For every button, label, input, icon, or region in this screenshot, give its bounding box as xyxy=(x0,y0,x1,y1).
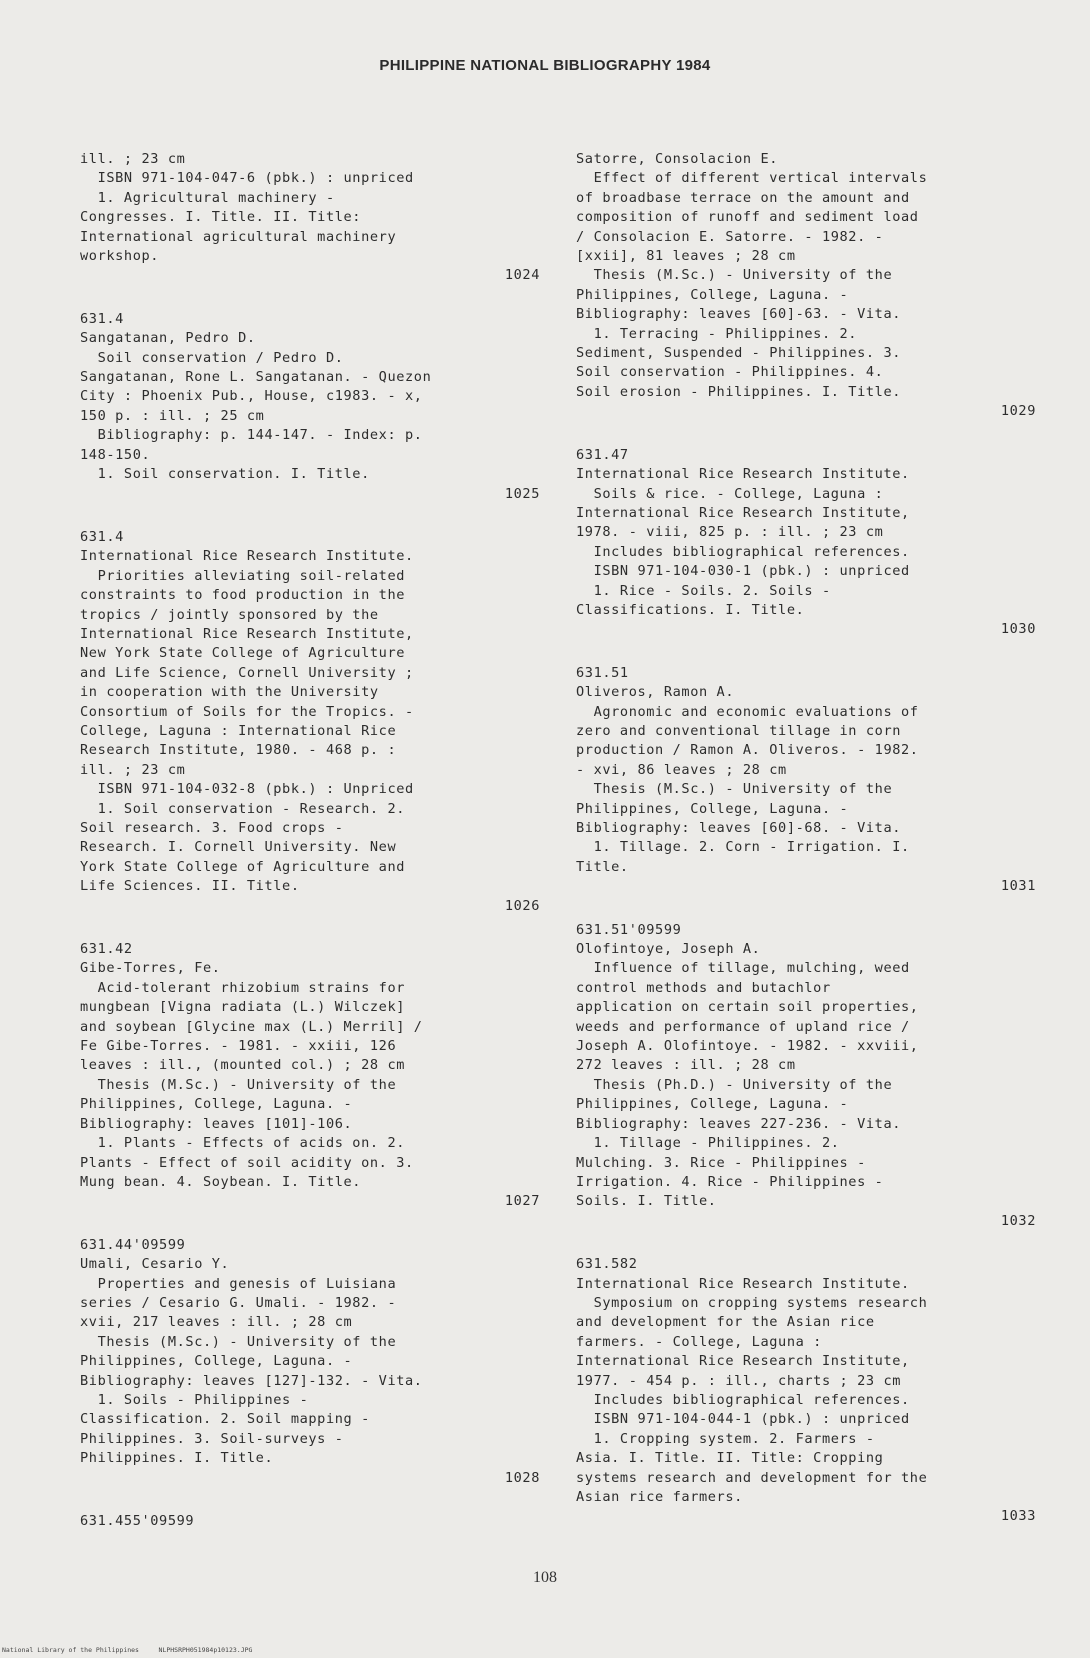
entry-line: Philippines, College, Laguna. - xyxy=(80,1096,353,1113)
entry-line: 1977. - 454 p. : ill., charts ; 23 cm xyxy=(576,1372,902,1389)
entry-line: of broadbase terrace on the amount and xyxy=(576,189,910,206)
entry-line: 148-150. xyxy=(80,446,151,463)
entry-line: Philippines, College, Laguna. - xyxy=(576,800,849,817)
entry-line: 1. Tillage - Philippines. 2. xyxy=(576,1135,840,1152)
entry-line: tropics / jointly sponsored by the xyxy=(80,606,379,623)
entry-line: Properties and genesis of Luisiana xyxy=(80,1275,397,1292)
page-number: 108 xyxy=(533,1569,557,1586)
entry-line: Title. xyxy=(576,858,629,875)
entry-line: Sediment, Suspended - Philippines. 3. xyxy=(576,345,902,362)
entry-line: York State College of Agriculture and xyxy=(80,858,406,875)
entry-line: Fe Gibe-Torres. - 1981. - xxiii, 126 xyxy=(80,1038,397,1055)
entry-line: 631.51'09599 xyxy=(576,921,682,938)
entry-line: 1. Agricultural machinery - xyxy=(80,189,335,206)
entry-line: Life Sciences. II. Title. xyxy=(80,878,300,895)
entry-line: Asian rice farmers. xyxy=(576,1489,743,1505)
entry-line: 1. Soil conservation - Research. 2. xyxy=(80,800,406,817)
entry-line: International Rice Research Institute. xyxy=(576,466,910,483)
entry-line: 631.582 xyxy=(576,1256,638,1273)
entry-line: Effect of different vertical intervals xyxy=(576,170,928,187)
entry-line: Gibe-Torres, Fe. xyxy=(80,960,221,977)
entry-line: Agronomic and economic evaluations of xyxy=(576,703,919,720)
entry-line: Thesis (M.Sc.) - University of the xyxy=(80,1333,397,1350)
entry-line: Thesis (M.Sc.) - University of the xyxy=(576,781,893,798)
entry-line: Soil research. 3. Food crops - xyxy=(80,820,344,836)
entry-line: 631.42 xyxy=(80,941,133,958)
entry-line: Sangatanan, Pedro D. xyxy=(80,330,256,347)
entry-line: ill. ; 23 cm xyxy=(80,761,186,778)
entry-line: application on certain soil properties, xyxy=(576,999,919,1016)
entry-line: control methods and butachlor xyxy=(576,979,831,996)
entry-line: Classification. 2. Soil mapping - xyxy=(80,1411,370,1428)
entry-number: 1028 xyxy=(504,1469,540,1486)
entry-line: Includes bibliographical references. xyxy=(576,543,910,560)
entry-line: Symposium on cropping systems research xyxy=(576,1294,928,1311)
entry-number: 1024 xyxy=(504,267,540,284)
entry-line: New York State College of Agriculture xyxy=(80,645,406,662)
entry-number: 1027 xyxy=(504,1193,540,1210)
entry-line: Satorre, Consolacion E. xyxy=(576,151,779,167)
entry-number: 1026 xyxy=(504,897,540,914)
entry-line: Soil conservation - Philippines. 4. xyxy=(576,364,884,381)
entry-line: International Rice Research Institute, xyxy=(576,504,910,521)
entry-line: ISBN 971-104-030-1 (pbk.) : unpriced xyxy=(576,563,910,580)
bibliography-entry xyxy=(576,921,1036,1232)
entry-number: 1031 xyxy=(1000,878,1036,895)
entry-line: Thesis (Ph.D.) - University of the xyxy=(576,1076,893,1093)
entry-line: Bibliography: leaves [60]-63. - Vita. xyxy=(576,306,902,323)
bibliography-entry xyxy=(576,150,1036,422)
entry-line: 1978. - viii, 825 p. : ill. ; 23 cm xyxy=(576,524,884,541)
entry-line: International Rice Research Institute. xyxy=(80,548,414,565)
entry-number: 1033 xyxy=(1000,1508,1036,1525)
entry-line: ISBN 971-104-044-1 (pbk.) : unpriced xyxy=(576,1411,910,1428)
entry-line: Mung bean. 4. Soybean. I. Title. xyxy=(80,1173,362,1190)
right-column xyxy=(576,150,1036,1551)
entry-line: Umali, Cesario Y. xyxy=(80,1256,230,1273)
entry-line: International agricultural machinery xyxy=(80,228,397,245)
entry-line: International Rice Research Institute, xyxy=(80,625,414,642)
entry-line: farmers. - College, Laguna : xyxy=(576,1333,822,1350)
entry-line: City : Phoenix Pub., House, c1983. - x, xyxy=(80,388,423,405)
entry-line: Soils. I. Title. xyxy=(576,1193,717,1210)
entry-line: Bibliography: leaves 227-236. - Vita. xyxy=(576,1115,902,1132)
entry-line: International Rice Research Institute, xyxy=(576,1353,910,1370)
entry-line: Bibliography: leaves [127]-132. - Vita. xyxy=(80,1372,423,1389)
entry-line: ill. ; 23 cm xyxy=(80,151,186,167)
entry-line: Philippines. 3. Soil-surveys - xyxy=(80,1430,344,1447)
entry-line: Bibliography: p. 144-147. - Index: p. xyxy=(80,427,423,444)
scan-footer: National Library of the Philippines NLPHSRPH051984p10123.JPG xyxy=(2,1646,253,1654)
entry-line: Olofintoye, Joseph A. xyxy=(576,941,761,958)
bibliography-entry xyxy=(80,1236,540,1488)
entry-line: International Rice Research Institute. xyxy=(576,1275,910,1292)
page-header: PHILIPPINE NATIONAL BIBLIOGRAPHY 1984 xyxy=(379,57,711,74)
entry-line: composition of runoff and sediment load xyxy=(576,209,919,226)
entry-line: Joseph A. Olofintoye. - 1982. - xxviii, xyxy=(576,1038,919,1055)
entry-line: College, Laguna : International Rice xyxy=(80,722,397,739)
entry-line: Soils & rice. - College, Laguna : xyxy=(576,485,884,502)
entry-line: Priorities alleviating soil-related xyxy=(80,567,406,584)
entry-line: Influence of tillage, mulching, weed xyxy=(576,960,910,977)
entry-line: Plants - Effect of soil acidity on. 3. xyxy=(80,1154,414,1171)
entry-line: 631.4 xyxy=(80,310,124,327)
entry-number: 1029 xyxy=(1000,403,1036,420)
entry-line: and soybean [Glycine max (L.) Merril] / xyxy=(80,1018,423,1035)
bibliography-entry xyxy=(80,940,540,1212)
entry-line: 1. Tillage. 2. Corn - Irrigation. I. xyxy=(576,839,910,856)
entry-line: zero and conventional tillage in corn xyxy=(576,722,902,739)
entry-line: Includes bibliographical references. xyxy=(576,1391,910,1408)
entry-line: Congresses. I. Title. II. Title: xyxy=(80,209,362,226)
entry-line: Philippines. I. Title. xyxy=(80,1450,274,1467)
bibliography-entry xyxy=(576,664,1036,897)
entry-line: 1. Cropping system. 2. Farmers - xyxy=(576,1430,875,1447)
entry-line: mungbean [Vigna radiata (L.) Wilczek] xyxy=(80,999,406,1016)
entry-line: 631.4 xyxy=(80,528,124,545)
entry-line: / Consolacion E. Satorre. - 1982. - xyxy=(576,228,884,245)
entry-line: Philippines, College, Laguna. - xyxy=(80,1353,353,1370)
bibliography-entry xyxy=(80,150,540,286)
entry-number: 1030 xyxy=(1000,621,1036,638)
entry-line: Bibliography: leaves [101]-106. xyxy=(80,1115,353,1132)
bibliography-entry xyxy=(576,446,1036,640)
entry-line: 1. Rice - Soils. 2. Soils - xyxy=(576,582,831,599)
entry-line: Acid-tolerant rhizobium strains for xyxy=(80,979,406,996)
entry-number: 1032 xyxy=(1000,1212,1036,1229)
entry-line: workshop. xyxy=(80,248,160,265)
entry-line: 1. Plants - Effects of acids on. 2. xyxy=(80,1135,406,1152)
entry-line: 631.44'09599 xyxy=(80,1236,186,1253)
entry-line: Irrigation. 4. Rice - Philippines - xyxy=(576,1173,884,1190)
entry-line: production / Ramon A. Oliveros. - 1982. xyxy=(576,742,919,759)
entry-line: 1. Soil conservation. I. Title. xyxy=(80,466,370,483)
bibliography-entry xyxy=(80,528,540,916)
entry-line: xvii, 217 leaves : ill. ; 28 cm xyxy=(80,1314,353,1331)
entry-line: Sangatanan, Rone L. Sangatanan. - Quezon xyxy=(80,369,432,386)
entry-line: Bibliography: leaves [60]-68. - Vita. xyxy=(576,820,902,836)
entry-line: Thesis (M.Sc.) - University of the xyxy=(576,267,893,284)
entry-line: Consortium of Soils for the Tropics. - xyxy=(80,703,414,720)
entry-line: Research. I. Cornell University. New xyxy=(80,839,397,856)
entry-line: Research Institute, 1980. - 468 p. : xyxy=(80,742,397,759)
entry-line: Mulching. 3. Rice - Philippines - xyxy=(576,1154,866,1171)
entry-line: and development for the Asian rice xyxy=(576,1314,875,1331)
entry-number: 1025 xyxy=(504,485,540,502)
entry-line: series / Cesario G. Umali. - 1982. - xyxy=(80,1294,397,1311)
bibliography-entry xyxy=(576,1255,1036,1527)
entry-line: - xvi, 86 leaves ; 28 cm xyxy=(576,761,787,778)
entry-line: 631.51 xyxy=(576,664,629,681)
entry-line: Soil erosion - Philippines. I. Title. xyxy=(576,383,902,400)
bibliography-entry xyxy=(80,310,540,504)
continued-class-number: 631.455'09599 xyxy=(80,1513,195,1529)
entry-line: Asia. I. Title. II. Title: Cropping xyxy=(576,1450,884,1467)
entry-line: Classifications. I. Title. xyxy=(576,601,805,618)
entry-line: Philippines, College, Laguna. - xyxy=(576,1096,849,1113)
entry-line: Oliveros, Ramon A. xyxy=(576,684,735,701)
entry-line: Soil conservation / Pedro D. xyxy=(80,349,344,366)
entry-line: leaves : ill., (mounted col.) ; 28 cm xyxy=(80,1057,406,1074)
entry-line: [xxii], 81 leaves ; 28 cm xyxy=(576,248,796,265)
entry-line: 1. Soils - Philippines - xyxy=(80,1391,309,1408)
entry-line: 150 p. : ill. ; 25 cm xyxy=(80,407,265,424)
entry-line: 631.47 xyxy=(576,446,629,463)
entry-line: systems research and development for the xyxy=(576,1469,928,1486)
entry-line: ISBN 971-104-032-8 (pbk.) : Unpriced xyxy=(80,781,414,798)
left-column xyxy=(80,150,540,1531)
entry-line: 1. Terracing - Philippines. 2. xyxy=(576,325,858,342)
entry-line: 272 leaves : ill. ; 28 cm xyxy=(576,1057,796,1074)
entry-line: Philippines, College, Laguna. - xyxy=(576,286,849,303)
entry-line: in cooperation with the University xyxy=(80,684,379,701)
entry-line: and Life Science, Cornell University ; xyxy=(80,664,414,681)
entry-line: constraints to food production in the xyxy=(80,587,406,604)
entry-line: Thesis (M.Sc.) - University of the xyxy=(80,1076,397,1093)
entry-line: ISBN 971-104-047-6 (pbk.) : unpriced xyxy=(80,170,414,187)
entry-line: weeds and performance of upland rice / xyxy=(576,1018,910,1035)
